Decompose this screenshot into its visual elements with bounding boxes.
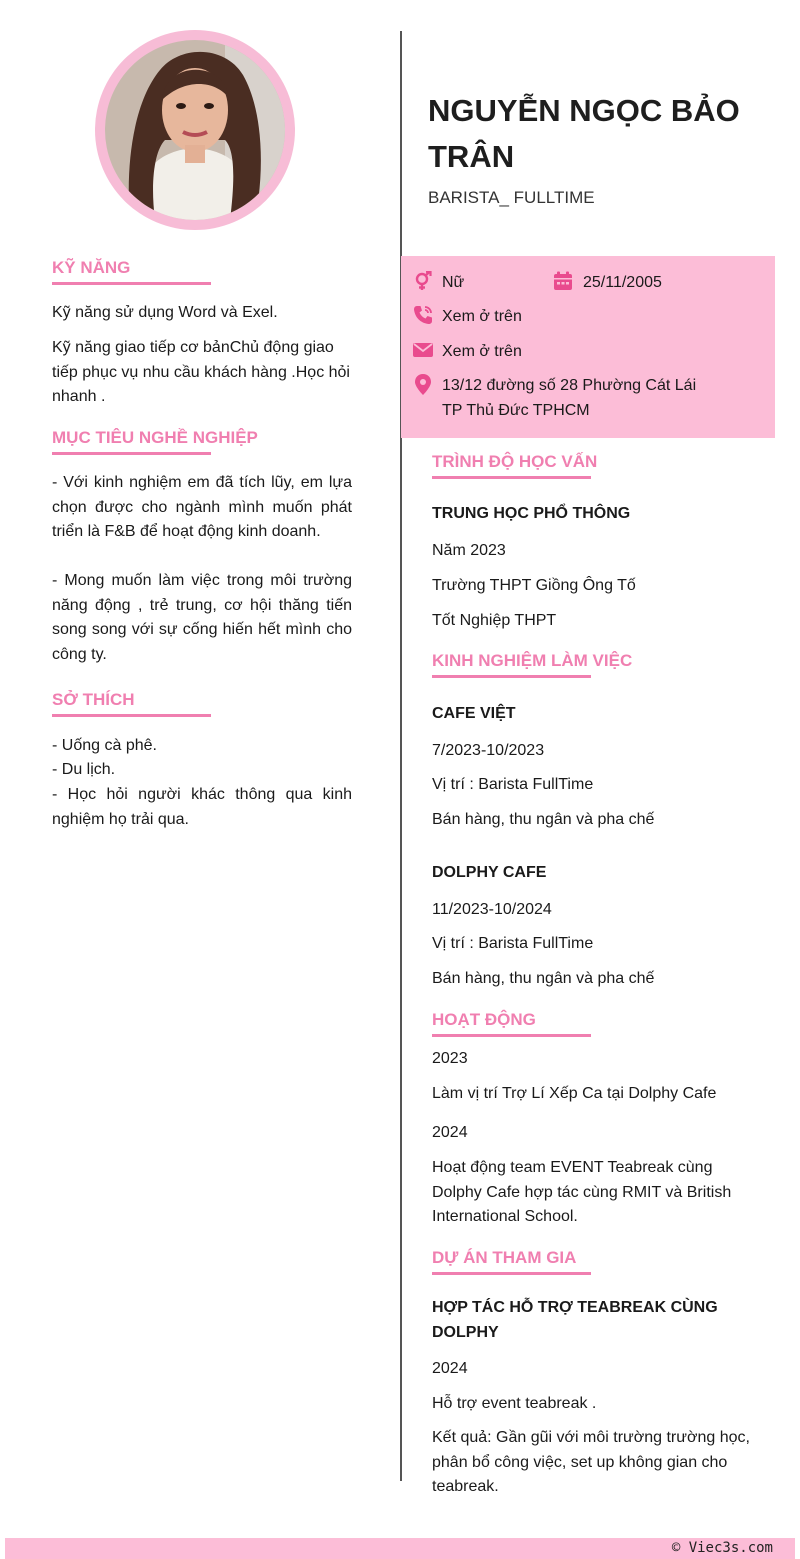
education-level: TRUNG HỌC PHỔ THÔNG [432, 505, 631, 522]
education-result: Tốt Nghiệp THPT [432, 612, 557, 629]
phone-value: Xem ở trên [442, 308, 522, 325]
job-company: DOLPHY CAFE [432, 864, 547, 881]
objective-underline [52, 452, 211, 455]
experience-title: KINH NGHIỆM LÀM VIỆC [432, 651, 633, 670]
experience-section [432, 651, 632, 678]
footer-bar [5, 1538, 795, 1559]
project-name: HỢP TÁC HỖ TRỢ TEABREAK CÙNG DOLPHY [432, 1299, 718, 1341]
education-section [432, 452, 597, 479]
column-divider [400, 31, 402, 1481]
email-value: Xem ở trên [442, 343, 522, 360]
job-position: Vị trí : Barista FullTime [432, 776, 594, 793]
activity-description: Làm vị trí Trợ Lí Xếp Ca tại Dolphy Cafe [432, 1085, 717, 1102]
gender-value: Nữ [442, 274, 465, 291]
experience-underline [432, 675, 591, 678]
job-description: Bán hàng, thu ngân và pha chế [432, 811, 655, 828]
footer-credit[interactable]: © Viec3s.com [671, 1540, 773, 1556]
objective-title: MỤC TIÊU NGHỀ NGHIỆP [52, 428, 258, 447]
education-title: TRÌNH ĐỘ HỌC VẤN [432, 452, 598, 471]
activities-underline [432, 1034, 591, 1037]
project-task: Hỗ trợ event teabreak . [432, 1395, 597, 1412]
skill-item: Kỹ năng giao tiếp cơ bảnChủ động giao tiếp phục vụ nhu cầu khách hàng .Học hỏi nhanh . [52, 339, 350, 405]
skills-underline [52, 282, 211, 285]
projects-title: DỰ ÁN THAM GIA [432, 1248, 577, 1267]
job-period: 11/2023-10/2024 [432, 901, 552, 918]
location-icon [414, 374, 432, 401]
job-period: 7/2023-10/2023 [432, 742, 545, 759]
job-description: Bán hàng, thu ngân và pha chế [432, 970, 655, 987]
birthday-value: 25/11/2005 [583, 274, 662, 291]
hobby-item: - Du lịch. [52, 761, 116, 778]
skill-item: Kỹ năng sử dụng Word và Exel. [52, 304, 278, 321]
hobbies-title: SỞ THÍCH [52, 690, 135, 709]
skills-section [52, 258, 352, 285]
objective-text-1: - Với kinh nghiệm em đã tích lũy, em lựa chọn được cho ngành mình muốn phát triển là F&B để hoạt động kinh doanh. [52, 474, 352, 540]
calendar-icon [553, 271, 573, 296]
activities-title: HOẠT ĐỘNG [432, 1010, 536, 1029]
project-year: 2024 [432, 1360, 468, 1377]
objective-text-2: - Mong muốn làm việc trong môi trường năng động , trẻ trung, cơ hội thăng tiến song song với sự cống hiến hết mình cho công ty. [52, 572, 352, 663]
projects-underline [432, 1272, 591, 1275]
education-school: Trường THPT Giồng Ông Tố [432, 577, 636, 594]
hobbies-underline [52, 714, 211, 717]
gender-icon [413, 271, 433, 296]
address-line-1: 13/12 đường số 28 Phường Cát Lái [442, 377, 697, 394]
job-position: Vị trí : Barista FullTime [432, 935, 594, 952]
project-result: Kết quả: Gần gũi với môi trường trường học, phân bổ công việc, set up không gian cho teabreak. [432, 1429, 750, 1495]
activity-description: Hoạt động team EVENT Teabreak cùng Dolphy Cafe hợp tác cùng RMIT và British International School. [432, 1159, 732, 1225]
phone-icon [413, 305, 433, 330]
objective-section [52, 428, 352, 455]
avatar [105, 40, 285, 220]
address-line-2: TP Thủ Đức TPHCM [442, 402, 590, 419]
email-icon [413, 341, 433, 364]
candidate-name: NGUYỄN NGỌC BẢO TRÂN [428, 93, 740, 174]
projects-section [432, 1248, 591, 1275]
education-year: Năm 2023 [432, 542, 506, 559]
education-underline [432, 476, 591, 479]
candidate-role: BARISTA_ FULLTIME [428, 188, 595, 207]
activity-year: 2024 [432, 1124, 468, 1141]
skills-title: KỸ NĂNG [52, 258, 131, 277]
hobby-item: - Uống cà phê. [52, 737, 157, 754]
job-company: CAFE VIỆT [432, 705, 516, 722]
hobby-item: - Học hỏi người khác thông qua kinh nghiệm họ trải qua. [52, 786, 352, 828]
hobbies-section [52, 690, 352, 717]
activities-section [432, 1010, 591, 1037]
activity-year: 2023 [432, 1050, 468, 1067]
contact-panel [401, 256, 775, 438]
